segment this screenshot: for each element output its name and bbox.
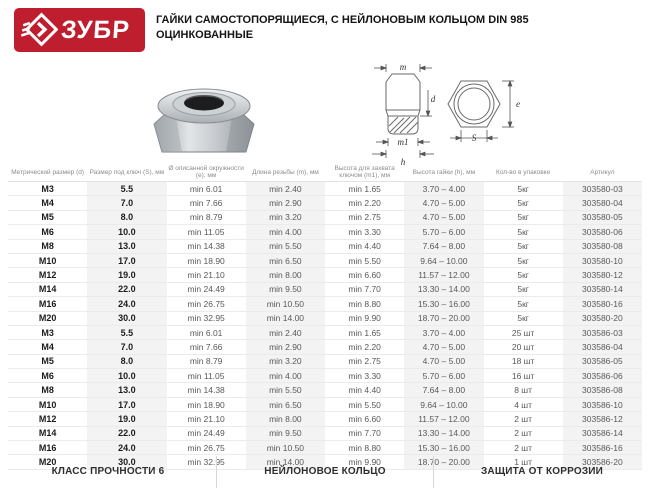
spec-table	[8, 163, 642, 470]
cell-wrench-size: 7.0	[87, 196, 166, 210]
cell-thread-length: min 10.50	[246, 441, 325, 455]
cell-pack-qty: 1 шт	[484, 455, 563, 469]
cell-nut-height: 4.70 – 5.00	[404, 354, 483, 368]
table-row	[8, 210, 642, 224]
cell-thread-length: min 6.50	[246, 397, 325, 411]
cell-wrench-size: 30.0	[87, 455, 166, 469]
table-row	[8, 354, 642, 368]
cell-thread-length: min 5.50	[246, 383, 325, 397]
cell-pack-qty: 2 шт	[484, 441, 563, 455]
cell-nut-height: 15.30 – 16.00	[404, 297, 483, 311]
cell-pack-qty: 16 шт	[484, 369, 563, 383]
cell-grip-height: min 2.75	[325, 354, 404, 368]
col-header-sku: Артикул	[563, 163, 642, 182]
cell-circumscribed-dia: min 21.10	[167, 412, 246, 426]
col-header-wrench-size: Размер под ключ (S), мм	[87, 163, 166, 182]
cell-thread-length: min 2.40	[246, 325, 325, 339]
cell-metric-size: M16	[8, 441, 87, 455]
dim-label-e: e	[516, 99, 520, 109]
cell-circumscribed-dia: min 7.66	[167, 340, 246, 354]
dim-label-m1: m1	[397, 137, 409, 147]
cell-thread-length: min 3.20	[246, 354, 325, 368]
table-row	[8, 268, 642, 282]
cell-wrench-size: 19.0	[87, 412, 166, 426]
cell-thread-length: min 4.00	[246, 225, 325, 239]
cell-sku: 303586-20	[563, 455, 642, 469]
cell-sku: 303580-16	[563, 297, 642, 311]
cell-metric-size: M10	[8, 397, 87, 411]
cell-pack-qty: 2 шт	[484, 426, 563, 440]
cell-circumscribed-dia: min 26.75	[167, 297, 246, 311]
cell-nut-height: 4.70 – 5.00	[404, 340, 483, 354]
cell-wrench-size: 22.0	[87, 426, 166, 440]
cell-pack-qty: 5кг	[484, 268, 563, 282]
table-row	[8, 311, 642, 325]
features-bar	[0, 456, 650, 488]
table-row	[8, 196, 642, 210]
page-title-line1: ГАЙКИ САМОСТОПОРЯЩИЕСЯ, С НЕЙЛОНОВЫМ КОЛЬЦОМ DIN 985	[156, 14, 529, 26]
table-row	[8, 297, 642, 311]
cell-grip-height: min 4.40	[325, 239, 404, 253]
cell-pack-qty: 5кг	[484, 297, 563, 311]
cell-nut-height: 7.64 – 8.00	[404, 239, 483, 253]
cell-wrench-size: 24.0	[87, 297, 166, 311]
cell-metric-size: M10	[8, 253, 87, 267]
cell-circumscribed-dia: min 8.79	[167, 354, 246, 368]
col-header-thread-length: Длина резьбы (m), мм	[246, 163, 325, 182]
cell-nut-height: 18.70 – 20.00	[404, 311, 483, 325]
col-header-metric-size: Метрический размер (d)	[8, 163, 87, 182]
cell-thread-length: min 9.50	[246, 426, 325, 440]
cell-pack-qty: 5кг	[484, 282, 563, 296]
cell-grip-height: min 2.75	[325, 210, 404, 224]
cell-grip-height: min 2.20	[325, 340, 404, 354]
cell-circumscribed-dia: min 6.01	[167, 325, 246, 339]
cell-wrench-size: 17.0	[87, 397, 166, 411]
table-row	[8, 239, 642, 253]
cell-wrench-size: 22.0	[87, 282, 166, 296]
cell-metric-size: M20	[8, 455, 87, 469]
cell-grip-height: min 6.60	[325, 412, 404, 426]
cell-circumscribed-dia: min 24.49	[167, 426, 246, 440]
cell-grip-height: min 8.80	[325, 297, 404, 311]
cell-wrench-size: 17.0	[87, 253, 166, 267]
cell-grip-height: min 8.80	[325, 441, 404, 455]
cell-metric-size: M4	[8, 340, 87, 354]
table-row	[8, 225, 642, 239]
cell-wrench-size: 24.0	[87, 441, 166, 455]
cell-thread-length: min 6.50	[246, 253, 325, 267]
cell-nut-height: 9.64 – 10.00	[404, 253, 483, 267]
cell-circumscribed-dia: min 14.38	[167, 239, 246, 253]
cell-nut-height: 11.57 – 12.00	[404, 268, 483, 282]
brand-arrow-icon	[20, 11, 58, 49]
cell-pack-qty: 8 шт	[484, 383, 563, 397]
table-row	[8, 412, 642, 426]
cell-metric-size: M6	[8, 369, 87, 383]
cell-grip-height: min 1.65	[325, 182, 404, 196]
cell-pack-qty: 20 шт	[484, 340, 563, 354]
dim-label-m: m	[399, 62, 407, 73]
cell-metric-size: M5	[8, 210, 87, 224]
cell-pack-qty: 5кг	[484, 253, 563, 267]
cell-sku: 303580-10	[563, 253, 642, 267]
cell-nut-height: 13.30 – 14.00	[404, 282, 483, 296]
product-photo-nut	[148, 62, 260, 164]
page-title-line2: ОЦИНКОВАННЫЕ	[156, 28, 254, 41]
cell-wrench-size: 10.0	[87, 369, 166, 383]
cell-sku: 303586-10	[563, 397, 642, 411]
cell-nut-height: 18.70 – 20.00	[404, 455, 483, 469]
cell-nut-height: 11.57 – 12.00	[404, 412, 483, 426]
cell-grip-height: min 9.90	[325, 311, 404, 325]
cell-wrench-size: 19.0	[87, 268, 166, 282]
cell-wrench-size: 5.5	[87, 182, 166, 196]
cell-sku: 303580-03	[563, 182, 642, 196]
cell-grip-height: min 7.70	[325, 282, 404, 296]
table-row	[8, 253, 642, 267]
cell-nut-height: 5.70 – 6.00	[404, 225, 483, 239]
cell-pack-qty: 2 шт	[484, 412, 563, 426]
cell-thread-length: min 9.50	[246, 282, 325, 296]
cell-sku: 303586-06	[563, 369, 642, 383]
cell-metric-size: M8	[8, 383, 87, 397]
cell-sku: 303580-04	[563, 196, 642, 210]
page-title	[156, 13, 636, 42]
col-header-circumscribed-dia: Ø описанной окружности (e), мм	[167, 163, 246, 182]
spec-table-body	[8, 182, 642, 470]
dim-label-s: S	[471, 133, 477, 143]
cell-sku: 303580-14	[563, 282, 642, 296]
cell-nut-height: 15.30 – 16.00	[404, 441, 483, 455]
brand-logo	[14, 8, 145, 52]
cell-thread-length: min 8.00	[246, 412, 325, 426]
cell-thread-length: min 5.50	[246, 239, 325, 253]
brand-name: ЗУБР	[60, 15, 131, 44]
cell-pack-qty: 5кг	[484, 225, 563, 239]
table-row	[8, 426, 642, 440]
cell-sku: 303586-05	[563, 354, 642, 368]
cell-circumscribed-dia: min 26.75	[167, 441, 246, 455]
cell-sku: 303580-06	[563, 225, 642, 239]
cell-thread-length: min 14.00	[246, 455, 325, 469]
cell-sku: 303586-14	[563, 426, 642, 440]
cell-pack-qty: 4 шт	[484, 397, 563, 411]
cell-circumscribed-dia: min 7.66	[167, 196, 246, 210]
cell-metric-size: M4	[8, 196, 87, 210]
cell-pack-qty: 5кг	[484, 311, 563, 325]
cell-metric-size: M6	[8, 225, 87, 239]
cell-metric-size: M3	[8, 182, 87, 196]
cell-pack-qty: 5кг	[484, 196, 563, 210]
cell-metric-size: M12	[8, 412, 87, 426]
cell-grip-height: min 5.50	[325, 253, 404, 267]
cell-sku: 303586-04	[563, 340, 642, 354]
cell-nut-height: 3.70 – 4.00	[404, 182, 483, 196]
cell-grip-height: min 9.90	[325, 455, 404, 469]
technical-drawing	[362, 60, 526, 170]
cell-wrench-size: 7.0	[87, 340, 166, 354]
feature-corrosion-protection: ЗАЩИТА ОТ КОРРОЗИИ	[480, 466, 604, 477]
cell-thread-length: min 2.40	[246, 182, 325, 196]
cell-thread-length: min 10.50	[246, 297, 325, 311]
cell-pack-qty: 5кг	[484, 210, 563, 224]
cell-nut-height: 5.70 – 6.00	[404, 369, 483, 383]
dim-label-d: d	[430, 94, 436, 104]
cell-nut-height: 3.70 – 4.00	[404, 325, 483, 339]
cell-wrench-size: 10.0	[87, 225, 166, 239]
cell-sku: 303586-12	[563, 412, 642, 426]
cell-metric-size: M5	[8, 354, 87, 368]
cell-wrench-size: 5.5	[87, 325, 166, 339]
cell-thread-length: min 8.00	[246, 268, 325, 282]
table-row	[8, 369, 642, 383]
feature-strength-class: КЛАСС ПРОЧНОСТИ 6	[51, 466, 165, 477]
cell-grip-height: min 3.30	[325, 225, 404, 239]
cell-metric-size: M3	[8, 325, 87, 339]
cell-sku: 303580-08	[563, 239, 642, 253]
cell-metric-size: M20	[8, 311, 87, 325]
cell-grip-height: min 6.60	[325, 268, 404, 282]
table-row	[8, 397, 642, 411]
cell-grip-height: min 3.30	[325, 369, 404, 383]
cell-thread-length: min 3.20	[246, 210, 325, 224]
table-row	[8, 383, 642, 397]
cell-sku: 303580-12	[563, 268, 642, 282]
cell-circumscribed-dia: min 11.05	[167, 369, 246, 383]
cell-pack-qty: 5кг	[484, 182, 563, 196]
cell-nut-height: 13.30 – 14.00	[404, 426, 483, 440]
col-header-grip-height: Высота для захвата ключом (m1), мм	[325, 163, 404, 182]
cell-nut-height: 4.70 – 5.00	[404, 210, 483, 224]
cell-circumscribed-dia: min 8.79	[167, 210, 246, 224]
cell-sku: 303586-08	[563, 383, 642, 397]
table-row	[8, 182, 642, 196]
cell-metric-size: M8	[8, 239, 87, 253]
cell-circumscribed-dia: min 24.49	[167, 282, 246, 296]
cell-wrench-size: 8.0	[87, 354, 166, 368]
cell-thread-length: min 2.90	[246, 340, 325, 354]
cell-metric-size: M16	[8, 297, 87, 311]
feature-nylon-ring: НЕЙЛОНОВОЕ КОЛЬЦО	[216, 456, 434, 488]
cell-circumscribed-dia: min 6.01	[167, 182, 246, 196]
cell-sku: 303580-20	[563, 311, 642, 325]
cell-nut-height: 7.64 – 8.00	[404, 383, 483, 397]
cell-wrench-size: 8.0	[87, 210, 166, 224]
cell-circumscribed-dia: min 18.90	[167, 397, 246, 411]
cell-metric-size: M14	[8, 426, 87, 440]
cell-pack-qty: 18 шт	[484, 354, 563, 368]
cell-nut-height: 9.64 – 10.00	[404, 397, 483, 411]
cell-metric-size: M12	[8, 268, 87, 282]
cell-grip-height: min 1.65	[325, 325, 404, 339]
cell-circumscribed-dia: min 32.95	[167, 455, 246, 469]
table-row	[8, 441, 642, 455]
cell-circumscribed-dia: min 14.38	[167, 383, 246, 397]
cell-nut-height: 4.70 – 5.00	[404, 196, 483, 210]
cell-sku: 303580-05	[563, 210, 642, 224]
table-row	[8, 325, 642, 339]
cell-circumscribed-dia: min 11.05	[167, 225, 246, 239]
cell-thread-length: min 14.00	[246, 311, 325, 325]
cell-wrench-size: 13.0	[87, 239, 166, 253]
cell-wrench-size: 13.0	[87, 383, 166, 397]
table-row	[8, 282, 642, 296]
spec-table-header-row	[8, 163, 642, 182]
col-header-nut-height: Высота гайки (h), мм	[404, 163, 483, 182]
cell-grip-height: min 7.70	[325, 426, 404, 440]
cell-grip-height: min 5.50	[325, 397, 404, 411]
cell-sku: 303586-16	[563, 441, 642, 455]
cell-pack-qty: 25 шт	[484, 325, 563, 339]
cell-grip-height: min 2.20	[325, 196, 404, 210]
cell-metric-size: M14	[8, 282, 87, 296]
cell-wrench-size: 30.0	[87, 311, 166, 325]
col-header-pack-qty: Кол-во в упаковке	[484, 163, 563, 182]
dim-label-h: h	[400, 157, 406, 167]
cell-sku: 303586-03	[563, 325, 642, 339]
cell-circumscribed-dia: min 32.95	[167, 311, 246, 325]
table-row	[8, 340, 642, 354]
cell-grip-height: min 4.40	[325, 383, 404, 397]
cell-thread-length: min 4.00	[246, 369, 325, 383]
cell-pack-qty: 5кг	[484, 239, 563, 253]
cell-thread-length: min 2.90	[246, 196, 325, 210]
cell-circumscribed-dia: min 21.10	[167, 268, 246, 282]
cell-circumscribed-dia: min 18.90	[167, 253, 246, 267]
